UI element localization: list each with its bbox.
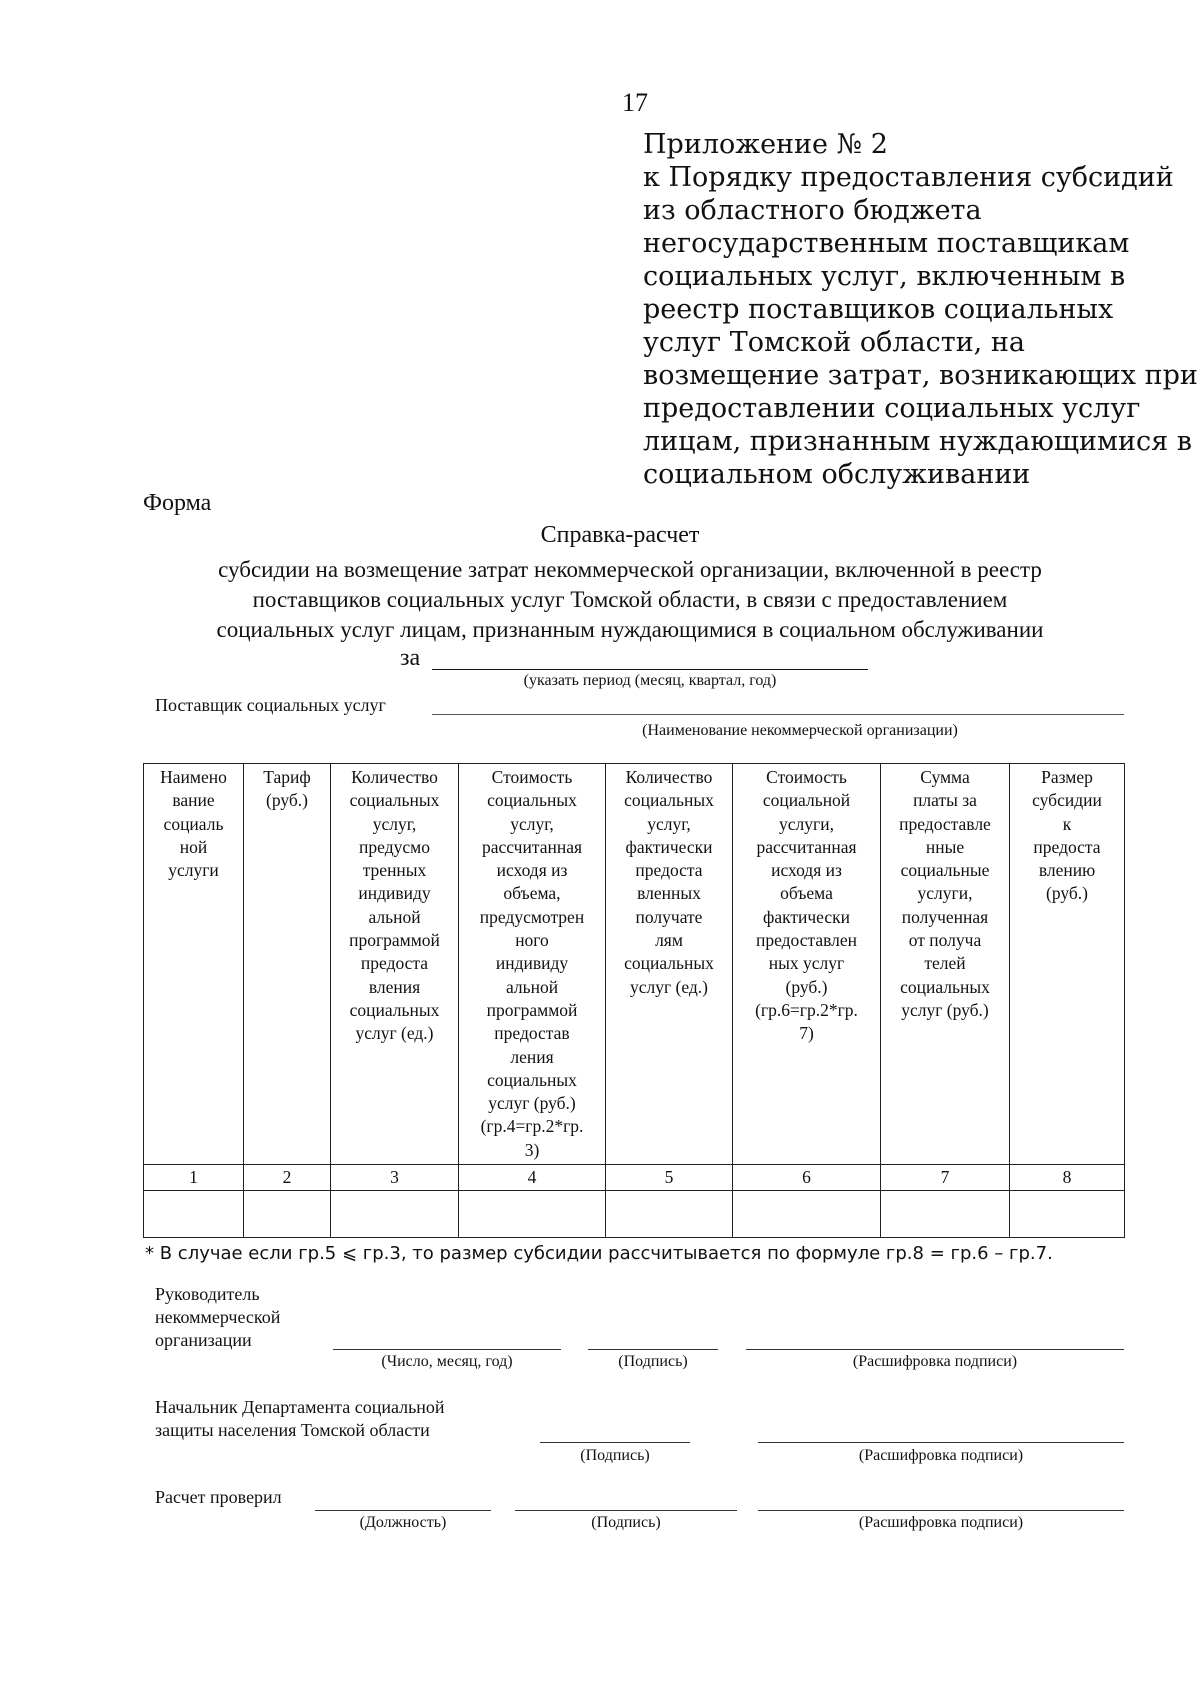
header-line: ной: [179, 836, 208, 857]
header-line: программой: [486, 999, 578, 1020]
header-line: социальных: [900, 976, 990, 997]
header-line: индивиду: [358, 883, 431, 904]
header-planned-cost: [459, 764, 606, 1165]
footnote: * В случае если гр.5 ⩽ гр.3, то размер субсидии рассчитывается по формуле гр.8 = гр.6 – гр.7.: [145, 1243, 1053, 1264]
appendix-line: реестр поставщиков социальных: [643, 294, 1114, 325]
header-line: (руб.): [785, 976, 828, 997]
department-decode-caption: (Расшифровка подписи): [858, 1447, 1024, 1464]
column-number: 8: [1010, 1165, 1125, 1191]
header-line: предусмо: [359, 836, 430, 857]
checker-label: Расчет проверил: [155, 1487, 282, 1507]
header-line: программой: [349, 930, 440, 951]
table-header-row: [144, 764, 1125, 1165]
header-line: предоста: [1033, 836, 1101, 857]
appendix-line: социальных услуг, включенным в: [643, 261, 1126, 292]
header-line: Наимено: [160, 767, 227, 787]
header-line: вание: [172, 790, 215, 811]
period-label: за: [400, 645, 421, 671]
header-line: субсидии: [1032, 790, 1102, 811]
table-cell[interactable]: [881, 1191, 1010, 1238]
head-label: [155, 1283, 335, 1352]
header-line: предоста: [360, 953, 429, 974]
header-line: услуг (руб.): [901, 999, 989, 1020]
head-signature-caption: (Подпись): [618, 1353, 688, 1370]
period-field[interactable]: [432, 669, 868, 670]
table-cell[interactable]: [244, 1191, 331, 1238]
head-date-caption: (Число, месяц, год): [381, 1353, 513, 1370]
column-number: 3: [331, 1165, 459, 1191]
header-line: Размер: [1041, 767, 1093, 787]
appendix-line: возмещение затрат, возникающих при: [643, 360, 1198, 391]
checker-signature-caption: (Подпись): [591, 1514, 661, 1531]
header-line: получате: [635, 906, 703, 927]
head-label-line: Руководитель: [155, 1284, 260, 1304]
header-line: 7): [799, 1023, 814, 1044]
header-line: Сумма: [920, 767, 970, 787]
header-line: социальные: [900, 860, 990, 881]
header-line: альной: [505, 976, 559, 997]
header-line: социальных: [487, 1069, 577, 1090]
header-line: фактически: [762, 906, 851, 927]
table-row: [144, 1191, 1125, 1238]
header-line: исходя из: [771, 860, 842, 881]
checker-decode-caption: (Расшифровка подписи): [858, 1514, 1024, 1531]
provider-label: Поставщик социальных услуг: [155, 695, 386, 715]
header-actual-cost: [733, 764, 881, 1165]
period-hint: (указать период (месяц, квартал, год): [523, 672, 777, 689]
header-line: вленных: [637, 883, 701, 904]
header-payment-received: [881, 764, 1010, 1165]
appendix-line: лицам, признанным нуждающимися в: [643, 426, 1192, 457]
department-label-line: Начальник Департамента социальной: [155, 1397, 445, 1417]
header-line: социальных: [624, 953, 714, 974]
column-number-row: [144, 1165, 1125, 1191]
department-signature-caption: (Подпись): [580, 1447, 650, 1464]
header-actual-quantity: [606, 764, 733, 1165]
subtitle-line: социальных услуг лицам, признанным нуждающимися в социальном обслуживании: [216, 617, 1044, 642]
column-number: 6: [733, 1165, 881, 1191]
calculation-table: [143, 763, 1125, 1238]
header-line: Стоимость: [491, 767, 573, 787]
header-line: нные: [925, 836, 965, 857]
form-label: Форма: [143, 490, 212, 516]
checker-position-caption: (Должность): [359, 1514, 447, 1531]
header-line: (гр.4=гр.2*гр.: [480, 1116, 584, 1137]
appendix-line: к Порядку предоставления субсидий: [643, 162, 1174, 193]
checker-signature-field[interactable]: [515, 1510, 737, 1511]
document-title: Справка-расчет: [540, 522, 700, 548]
header-line: услуги,: [917, 883, 973, 904]
header-line: (руб.): [266, 790, 308, 811]
header-line: социальной: [762, 790, 851, 811]
table-cell[interactable]: [459, 1191, 606, 1238]
header-line: услуг,: [510, 813, 554, 834]
header-tariff: [244, 764, 331, 1165]
header-line: услуг (ед.): [629, 976, 709, 997]
header-line: ных услуг: [768, 953, 845, 974]
header-line: альной: [368, 906, 421, 927]
header-line: предоставлен: [755, 930, 858, 951]
header-line: услуг,: [372, 813, 417, 834]
header-line: 3): [524, 1139, 540, 1160]
header-line: объема,: [503, 883, 561, 904]
header-line: ного: [515, 930, 549, 951]
header-line: исходя из: [496, 860, 568, 881]
column-number: 5: [606, 1165, 733, 1191]
document-subtitle: [130, 555, 1130, 645]
head-decode-field[interactable]: [746, 1349, 1124, 1350]
header-line: социальных: [349, 999, 440, 1020]
subtitle-line: субсидии на возмещение затрат некоммерческой организации, включенной в реестр: [218, 557, 1042, 582]
column-number: 4: [459, 1165, 606, 1191]
header-line: услуги,: [779, 813, 834, 834]
department-label-line: защиты населения Томской области: [155, 1420, 430, 1440]
header-line: услуг (ед.): [355, 1023, 434, 1044]
header-line: тренных: [362, 860, 427, 881]
page-number: 17: [622, 88, 648, 117]
appendix-line: услуг Томской области, на: [643, 327, 1025, 358]
header-line: телей: [924, 953, 966, 974]
head-date-field[interactable]: [333, 1349, 561, 1350]
table-cell[interactable]: [606, 1191, 733, 1238]
checker-position-field[interactable]: [315, 1510, 491, 1511]
column-number: 1: [144, 1165, 244, 1191]
appendix-line: социальном обслуживании: [643, 459, 1031, 490]
header-line: лям: [655, 930, 683, 951]
header-line: предоста: [635, 860, 703, 881]
header-line: платы за: [913, 790, 977, 811]
header-line: Стоимость: [766, 767, 847, 787]
header-line: фактически: [625, 836, 713, 857]
header-line: Количество: [625, 767, 713, 787]
column-number: 7: [881, 1165, 1010, 1191]
head-decode-caption: (Расшифровка подписи): [852, 1353, 1018, 1370]
header-line: услуги: [168, 860, 219, 881]
header-line: от получа: [908, 930, 982, 951]
header-line: Тариф: [263, 767, 311, 787]
header-planned-quantity: [331, 764, 459, 1165]
header-service-name: [144, 764, 244, 1165]
appendix-line: предоставлении социальных услуг: [643, 393, 1141, 424]
appendix-line: Приложение № 2: [643, 129, 888, 160]
provider-hint: (Наименование некоммерческой организации): [642, 722, 958, 739]
table-cell[interactable]: [331, 1191, 459, 1238]
appendix-line: негосударственным поставщикам: [643, 228, 1130, 259]
header-line: (гр.6=гр.2*гр.: [755, 999, 858, 1020]
header-line: услуг (руб.): [488, 1093, 576, 1114]
header-line: социальных: [349, 790, 440, 811]
header-line: рассчитанная: [756, 836, 857, 857]
department-label: [155, 1396, 515, 1442]
header-line: влению: [1038, 860, 1096, 881]
header-line: ления: [510, 1046, 554, 1067]
header-line: предусмотрен: [479, 906, 585, 927]
table-cell[interactable]: [1010, 1191, 1125, 1238]
department-signature-field[interactable]: [540, 1442, 690, 1443]
header-line: социальных: [487, 790, 577, 811]
header-subsidy-amount: [1010, 764, 1125, 1165]
header-line: предоставле: [899, 813, 991, 834]
appendix-line: из областного бюджета: [643, 195, 982, 226]
header-line: индивиду: [495, 953, 569, 974]
header-line: к: [1062, 813, 1072, 834]
department-decode-field[interactable]: [758, 1442, 1124, 1443]
header-line: рассчитанная: [481, 836, 583, 857]
header-line: Количество: [351, 767, 438, 787]
header-line: вления: [368, 976, 421, 997]
subtitle-line: поставщиков социальных услуг Томской области, в связи с предоставлением: [252, 587, 1008, 612]
table-cell[interactable]: [733, 1191, 881, 1238]
appendix-block: [643, 128, 1198, 491]
checker-decode-field[interactable]: [758, 1510, 1124, 1511]
head-signature-field[interactable]: [588, 1349, 718, 1350]
provider-field[interactable]: [432, 714, 1124, 715]
header-line: предостав: [494, 1023, 570, 1044]
header-line: услуг,: [647, 813, 691, 834]
header-line: объема: [780, 883, 833, 904]
head-label-line: некоммерческой: [155, 1307, 281, 1327]
table-cell[interactable]: [144, 1191, 244, 1238]
head-label-line: организации: [155, 1330, 252, 1350]
header-line: социальных: [624, 790, 714, 811]
header-line: полученная: [901, 906, 989, 927]
column-number: 2: [244, 1165, 331, 1191]
header-line: социаль: [163, 813, 224, 834]
header-line: (руб.): [1046, 883, 1088, 904]
